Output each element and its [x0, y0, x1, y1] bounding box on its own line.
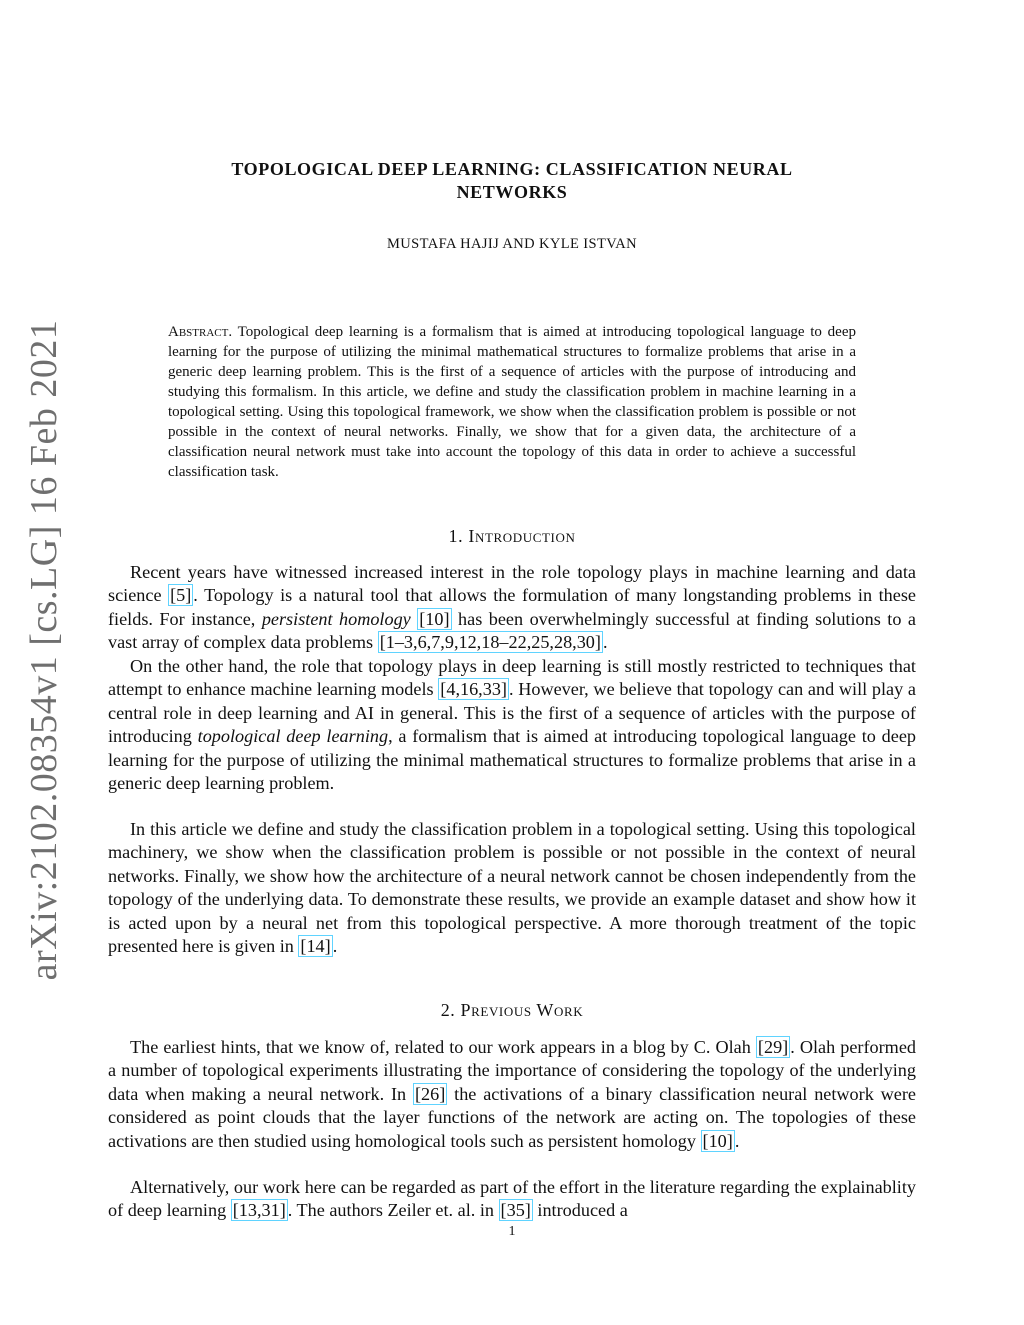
- text-run: the activations of a binary classification neural network were considered as point clouds that the layer functions of the network are acting on. The topologies of these activations are then studied using homological tools such as persistent homology: [108, 1083, 916, 1151]
- authors: MUSTAFA HAJIJ AND KYLE ISTVAN: [387, 236, 637, 252]
- intro-paragraph-3: [108, 818, 916, 958]
- text-run: .: [734, 1130, 740, 1151]
- text-run: On the other hand, the role that topology plays in deep learning is still mostly restricted to techniques that attempt to enhance machine learning models: [108, 656, 916, 700]
- emphasis-term: persistent homology: [261, 608, 411, 629]
- intro-paragraph-2: [108, 655, 916, 795]
- page-number: 1: [508, 1224, 516, 1239]
- text-run: .: [332, 936, 338, 957]
- text-run: In this article we define and study the classification problem in a topological setting. Using this topological machinery, we show when the classification problem is possible or not possible in the context of neural networks. Finally, we show how the architecture of a neural network cannot be chosen independently from the topology of the underlying data. To demonstrate these results, we provide an example dataset and show how it is acted upon by a neural net from this topological perspective. A more thorough treatment of the topic presented here is given in: [108, 819, 916, 957]
- text-run: The earliest hints, that we know of, related to our work appears in a blog by C. Olah: [130, 1037, 756, 1057]
- section-1-heading: [108, 526, 916, 547]
- abstract: [168, 322, 856, 482]
- citation-link[interactable]: [35]: [500, 1200, 531, 1221]
- text-run: introduced a: [532, 1200, 628, 1221]
- section-2-number: 2.: [440, 1000, 456, 1020]
- text-run: Recent years have witnessed increased interest in the role topology plays in machine learning and data science: [108, 562, 916, 606]
- text-run: , a formalism that is aimed at introducing topological language to deep learning for the purpose of utilizing the minimal mathematical structures to formalize problems that arise in a generic deep learning problem.: [108, 726, 917, 794]
- emphasis-term: topological deep learning: [197, 726, 389, 747]
- citation-link[interactable]: [1–3,6,7,9,12,18–22,25,28,30]: [379, 632, 601, 653]
- citation-link[interactable]: [29]: [757, 1037, 789, 1057]
- section-2-heading: [108, 1000, 916, 1021]
- arxiv-identifier-stamp: arXiv:2102.08354v1 [cs.LG] 16 Feb 2021: [23, 319, 65, 981]
- text-run: has been overwhelmingly successful at finding solutions to a vast array of complex data problems: [108, 608, 916, 653]
- citation-link[interactable]: [13,31]: [232, 1200, 286, 1221]
- intro-paragraph-1: [108, 561, 916, 655]
- abstract-text: Topological deep learning is a formalism that is aimed at introducing topological language to deep learning for the purpose of utilizing the minimal mathematical structures to formalize problems that arise in a generic deep learning problem. This is the first of a sequence of articles with the purpose of introducing and studying this formalism. In this article, we define and study the classification problem in machine learning in a topological setting. Using this topological framework, we show when the classification problem is possible or not possible in the context of neural networks. Finally, we show that for a given data, the architecture of a classification neural network must take into account the topology of this data in order to achieve a successful classification task.: [168, 324, 856, 480]
- section-1-title: Introduction: [468, 526, 576, 546]
- citation-link[interactable]: [4,16,33]: [440, 679, 507, 700]
- citation-link[interactable]: [14]: [300, 936, 331, 957]
- text-run: . Olah performed a number of topological experiments illustrating the importance of considering the topology of the underlying data when making a neural network. In: [108, 1037, 916, 1104]
- abstract-label: Abstract.: [168, 324, 233, 340]
- text-run: Alternatively, our work here can be regarded as part of the effort in the literature regarding the explainablity of deep learning: [108, 1177, 916, 1221]
- section-2-title: Previous Work: [460, 1000, 584, 1020]
- text-run: .: [602, 632, 608, 653]
- title-line-1: TOPOLOGICAL DEEP LEARNING: CLASSIFICATION NEURAL: [231, 159, 793, 179]
- section-1-number: 1.: [448, 526, 464, 546]
- text-run: . However, we believe that topology can and will play a central role in deep learning and AI in general. This is the first of a sequence of articles with the purpose of introducing: [108, 679, 916, 747]
- previous-work-paragraph-2: [108, 1176, 916, 1223]
- citation-link[interactable]: [10]: [702, 1130, 733, 1151]
- title-line-2: NETWORKS: [456, 182, 568, 202]
- previous-work-paragraph-1: [108, 1036, 916, 1153]
- text-run: . Topology is a natural tool that allows the formulation of many longstanding problems in these fields. For instance,: [108, 585, 916, 629]
- citation-link[interactable]: [26]: [415, 1083, 446, 1104]
- text-run: . The authors Zeiler et. al. in: [287, 1200, 499, 1221]
- citation-link[interactable]: [5]: [170, 585, 192, 606]
- citation-link[interactable]: [10]: [419, 608, 450, 629]
- paper-title: [160, 158, 864, 204]
